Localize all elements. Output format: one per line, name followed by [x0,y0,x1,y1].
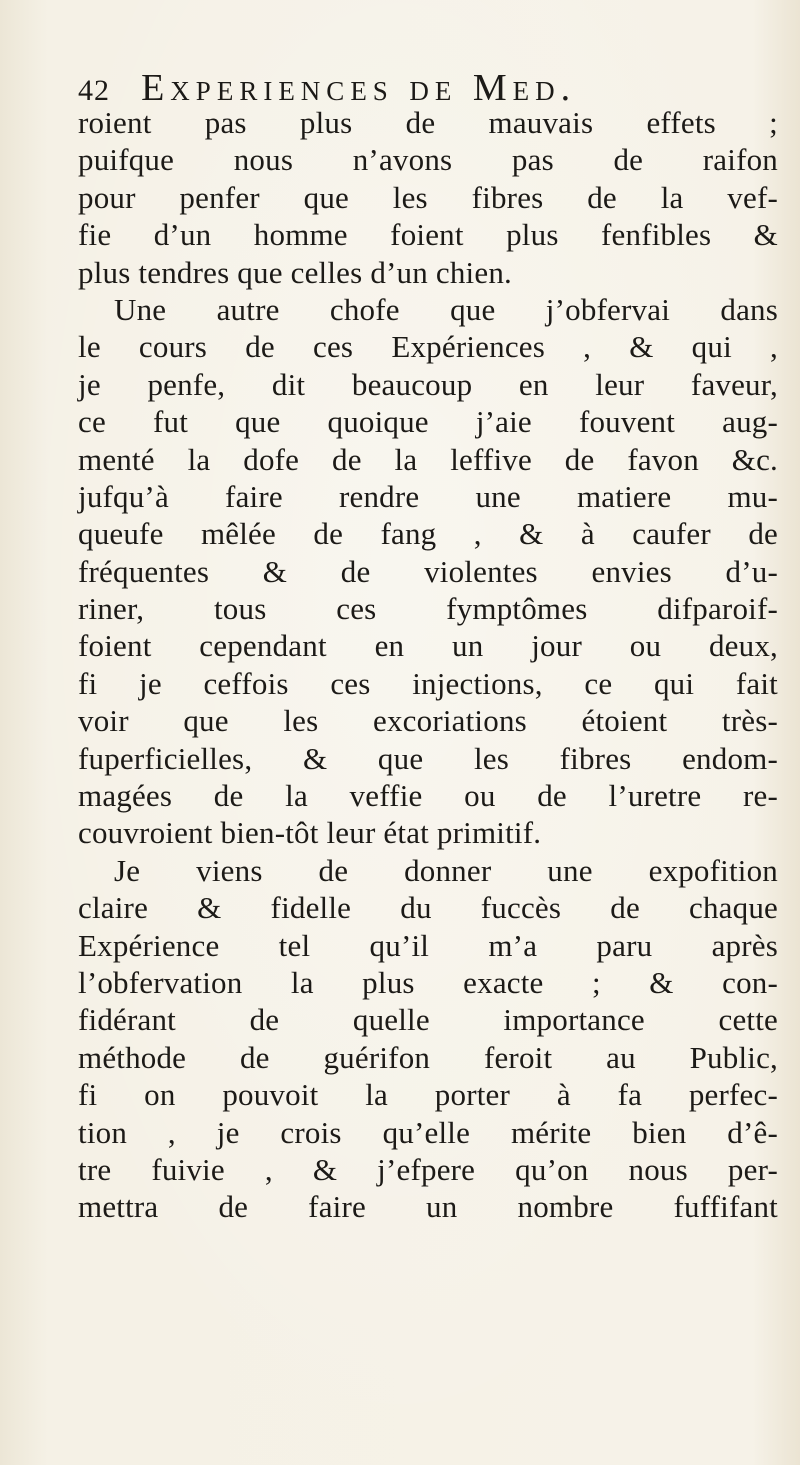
text-line: tion , je crois qu’elle mérite bien d’ê- [78,1114,778,1150]
text-line: queufe mêlée de fang , & à caufer de [78,516,778,552]
text-line: tre fuivie , & j’efpere qu’on nous per- [78,1151,778,1187]
text-line: fie d’un homme foient plus fenfibles & [78,217,778,253]
text-line: menté la dofe de la leffive de favon &c. [78,441,778,477]
text-line: Expérience tel qu’il m’a paru après [78,927,778,963]
text-line: couvroient bien-tôt leur état primitif. [78,815,542,851]
text-line: je penfe, dit beaucoup en leur faveur, [78,366,778,402]
text-line: puifque nous n’avons pas de raifon [78,142,778,178]
text-line: foient cependant en un jour ou deux, [78,628,778,664]
text-line: Une autre chofe que j’obfervai dans [114,291,778,327]
text-line: fuperficielles, & que les fibres endom- [78,740,778,776]
text-line: fidérant de quelle importance cette [78,1002,778,1038]
text-line: riner, tous ces fymptômes difparoif- [78,591,778,627]
text-line: fi on pouvoit la porter à fa perfec- [78,1077,778,1113]
text-line: le cours de ces Expériences , & qui , [78,329,778,365]
text-line: voir que les excoriations étoient très- [78,703,778,739]
text-line: fréquentes & de violentes envies d’u- [78,553,778,589]
text-line: roient pas plus de mauvais effets ; [78,105,778,140]
page-number: 42 [78,74,110,107]
text-line: claire & fidelle du fuccès de chaque [78,890,778,926]
text-line: fi je ceffois ces injections, ce qui fait [78,665,778,701]
running-title: Experiences de Med. [141,67,577,109]
text-line: l’obfervation la plus exacte ; & con- [78,964,778,1000]
text-line: Je viens de donner une expofition [114,852,778,888]
text-line: jufqu’à faire rendre une matiere mu- [78,478,778,514]
body-text [78,104,778,1226]
text-line: pour penfer que les fibres de la vef- [78,179,778,215]
text-line: méthode de guérifon feroit au Public, [78,1039,778,1075]
text-line: ce fut que quoique j’aie fouvent aug- [78,404,778,440]
text-line: plus tendres que celles d’un chien. [78,254,512,290]
text-line: magées de la veffie ou de l’uretre re- [78,778,778,814]
text-line: mettra de faire un nombre fuffifant [78,1189,778,1225]
